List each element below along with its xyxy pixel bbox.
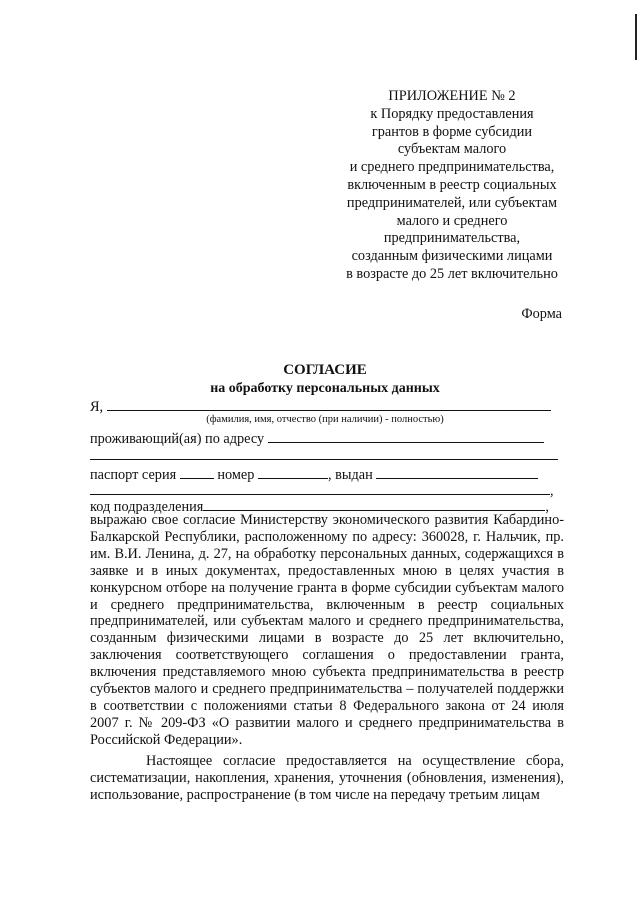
fio-hint: (фамилия, имя, отчество (при наличии) - полностью) xyxy=(206,414,444,425)
appendix-line: созданным физическими лицами xyxy=(351,248,553,265)
form-label: Форма xyxy=(521,306,562,322)
issued-by-blank[interactable] xyxy=(376,464,538,479)
consent-paragraph: выражаю свое согласие Министерству экономического развития Кабардино-Балкарской Республики, расположенному по адресу: 360028, г. Нальчик, пр. им. В.И. Ленина, д. 27, на обработку персональных данных, содержащихся в заявке и в иных документах, предоставленных мною в целях участия в конкурсном отборе на получение гранта в форме субсидии субъектам малого и среднего предпринимательства, включенным в реестр социальных предпринимателей, или субъектам малого и среднего предпринимательства, созданным физическими лицами в возрасте до 25 лет включительно, заключения соответствующего соглашения о предоставлении гранта, включения представляемого мною субъекта предпринимательства в реестр субъектов малого и среднего предпринимательства – получателей поддержки в соответствии с положениями статьи 8 Федерального закона от 24 июля 2007 г. № 209-ФЗ «О развитии малого и среднего предпринимательства в Российской Федерации». xyxy=(90,512,564,748)
division-code-label: код подразделения xyxy=(90,499,204,515)
appendix-line: предпринимательства, xyxy=(383,230,521,247)
address-line xyxy=(90,428,544,448)
appendix-line: к Порядку предоставления xyxy=(370,105,534,122)
issued-by-blank-2[interactable] xyxy=(90,480,550,495)
scan-edge-mark xyxy=(635,14,637,60)
passport-number-blank[interactable] xyxy=(258,464,328,479)
address-blank-2[interactable] xyxy=(90,459,558,460)
consent-paragraph: Настоящее согласие предоставляется на осуществление сбора, систематизации, накопления, хранения, уточнения (обновления, изменения), использование, распространение (в том числе на передачу третьим лицам xyxy=(90,752,564,803)
issued-label: , выдан xyxy=(327,467,373,483)
appendix-line: и среднего предпринимательства, xyxy=(349,159,555,176)
appendix-header xyxy=(320,88,584,284)
passport-series-blank[interactable] xyxy=(180,464,214,479)
appendix-line: малого и среднего xyxy=(396,212,508,229)
document-title: СОГЛАСИЕ xyxy=(283,362,367,378)
i-label: Я, xyxy=(90,399,104,415)
division-code-blank[interactable] xyxy=(203,496,545,511)
comma: , xyxy=(545,499,549,515)
appendix-line: предпринимателей, или субъектам xyxy=(346,194,558,211)
consent-body xyxy=(90,512,564,803)
address-blank[interactable] xyxy=(268,428,544,443)
appendix-line: включенным в реестр социальных xyxy=(347,176,557,193)
comma: , xyxy=(550,483,554,499)
fio-blank[interactable] xyxy=(107,396,551,411)
address-label: проживающий(ая) по адресу xyxy=(90,431,265,447)
appendix-line: грантов в форме субсидии xyxy=(371,123,533,140)
passport-series-label: паспорт серия xyxy=(90,467,177,483)
number-label: номер xyxy=(217,467,255,483)
appendix-line: субъектам малого xyxy=(397,141,507,158)
fio-line xyxy=(90,396,551,416)
appendix-line: в возрасте до 25 лет включительно xyxy=(346,265,558,282)
appendix-line: ПРИЛОЖЕНИЕ № 2 xyxy=(388,88,516,104)
document-subtitle: на обработку персональных данных xyxy=(210,381,440,396)
